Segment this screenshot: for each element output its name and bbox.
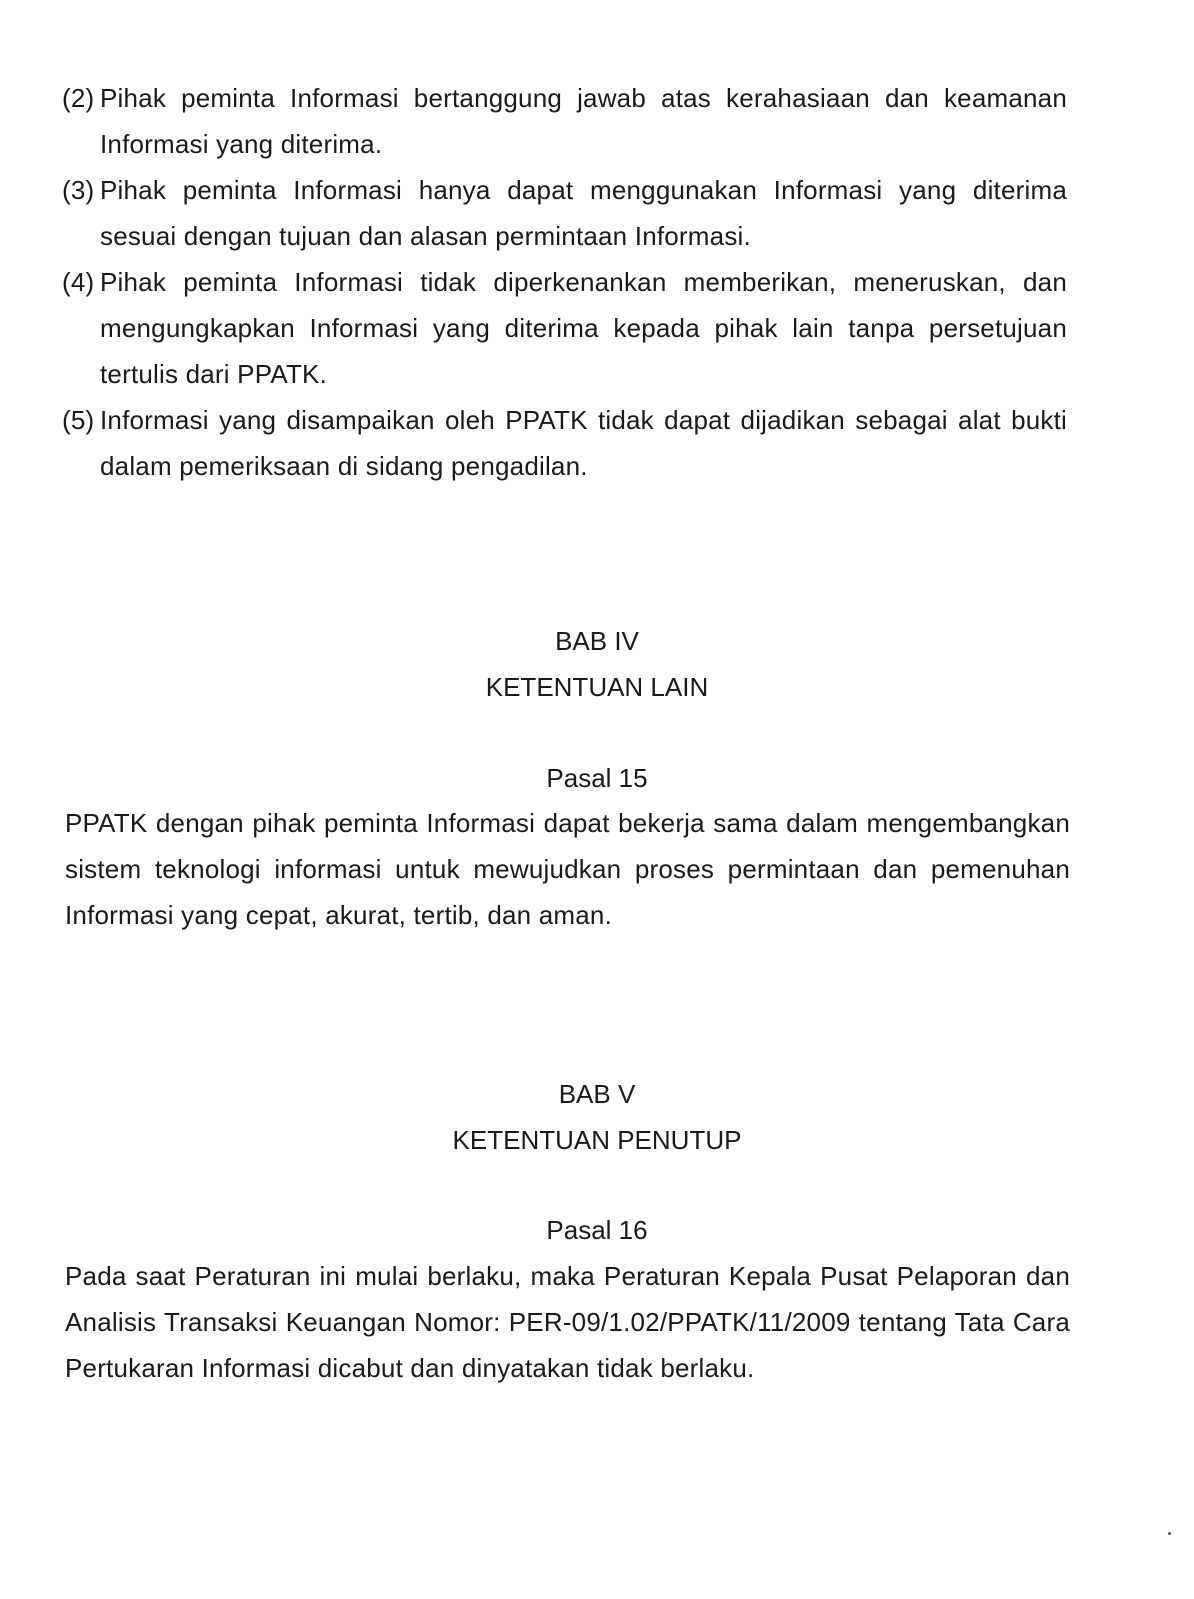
item-number: (4) [62,267,95,297]
article-body: PPATK dengan pihak peminta Informasi dapat bekerja sama dalam mengembangkan sistem teknologi informasi untuk mewujudkan proses permintaan dan pemenuhan Informasi yang cepat, akurat, tertib, dan aman. [65,808,1070,930]
article-item-list [62,75,1067,489]
list-item [62,397,1067,489]
chapter-title: KETENTUAN PENUTUP [452,1125,742,1155]
article-body: Pada saat Peraturan ini mulai berlaku, maka Peraturan Kepala Pusat Pelaporan dan Analisis Transaksi Keuangan Nomor: PER-09/1.02/PPATK/11/2009 tentang Tata Cara Pertukaran Informasi dicabut dan dinyatakan tidak berlaku. [65,1261,1070,1383]
chapter-heading: BAB V [558,1079,636,1109]
scan-speck [1168,1532,1171,1535]
article-heading: Pasal 15 [546,763,648,793]
item-text: Informasi yang disampaikan oleh PPATK tidak dapat dijadikan sebagai alat bukti dalam pemeriksaan di sidang pengadilan. [100,405,1067,481]
list-item [62,167,1067,259]
chapter-heading: BAB IV [555,626,639,656]
item-number: (5) [62,405,95,435]
item-text: Pihak peminta Informasi hanya dapat menggunakan Informasi yang diterima sesuai dengan tujuan dan alasan permintaan Informasi. [100,175,1067,251]
item-text: Pihak peminta Informasi bertanggung jawab atas kerahasiaan dan keamanan Informasi yang diterima. [100,83,1067,159]
chapter-title: KETENTUAN LAIN [485,672,709,702]
item-number: (2) [62,83,95,113]
article-heading: Pasal 16 [546,1215,648,1245]
list-item [62,259,1067,397]
list-item [62,75,1067,167]
item-text: Pihak peminta Informasi tidak diperkenankan memberikan, meneruskan, dan mengungkapkan Informasi yang diterima kepada pihak lain tanpa persetujuan tertulis dari PPATK. [100,267,1067,389]
item-number: (3) [62,175,95,205]
